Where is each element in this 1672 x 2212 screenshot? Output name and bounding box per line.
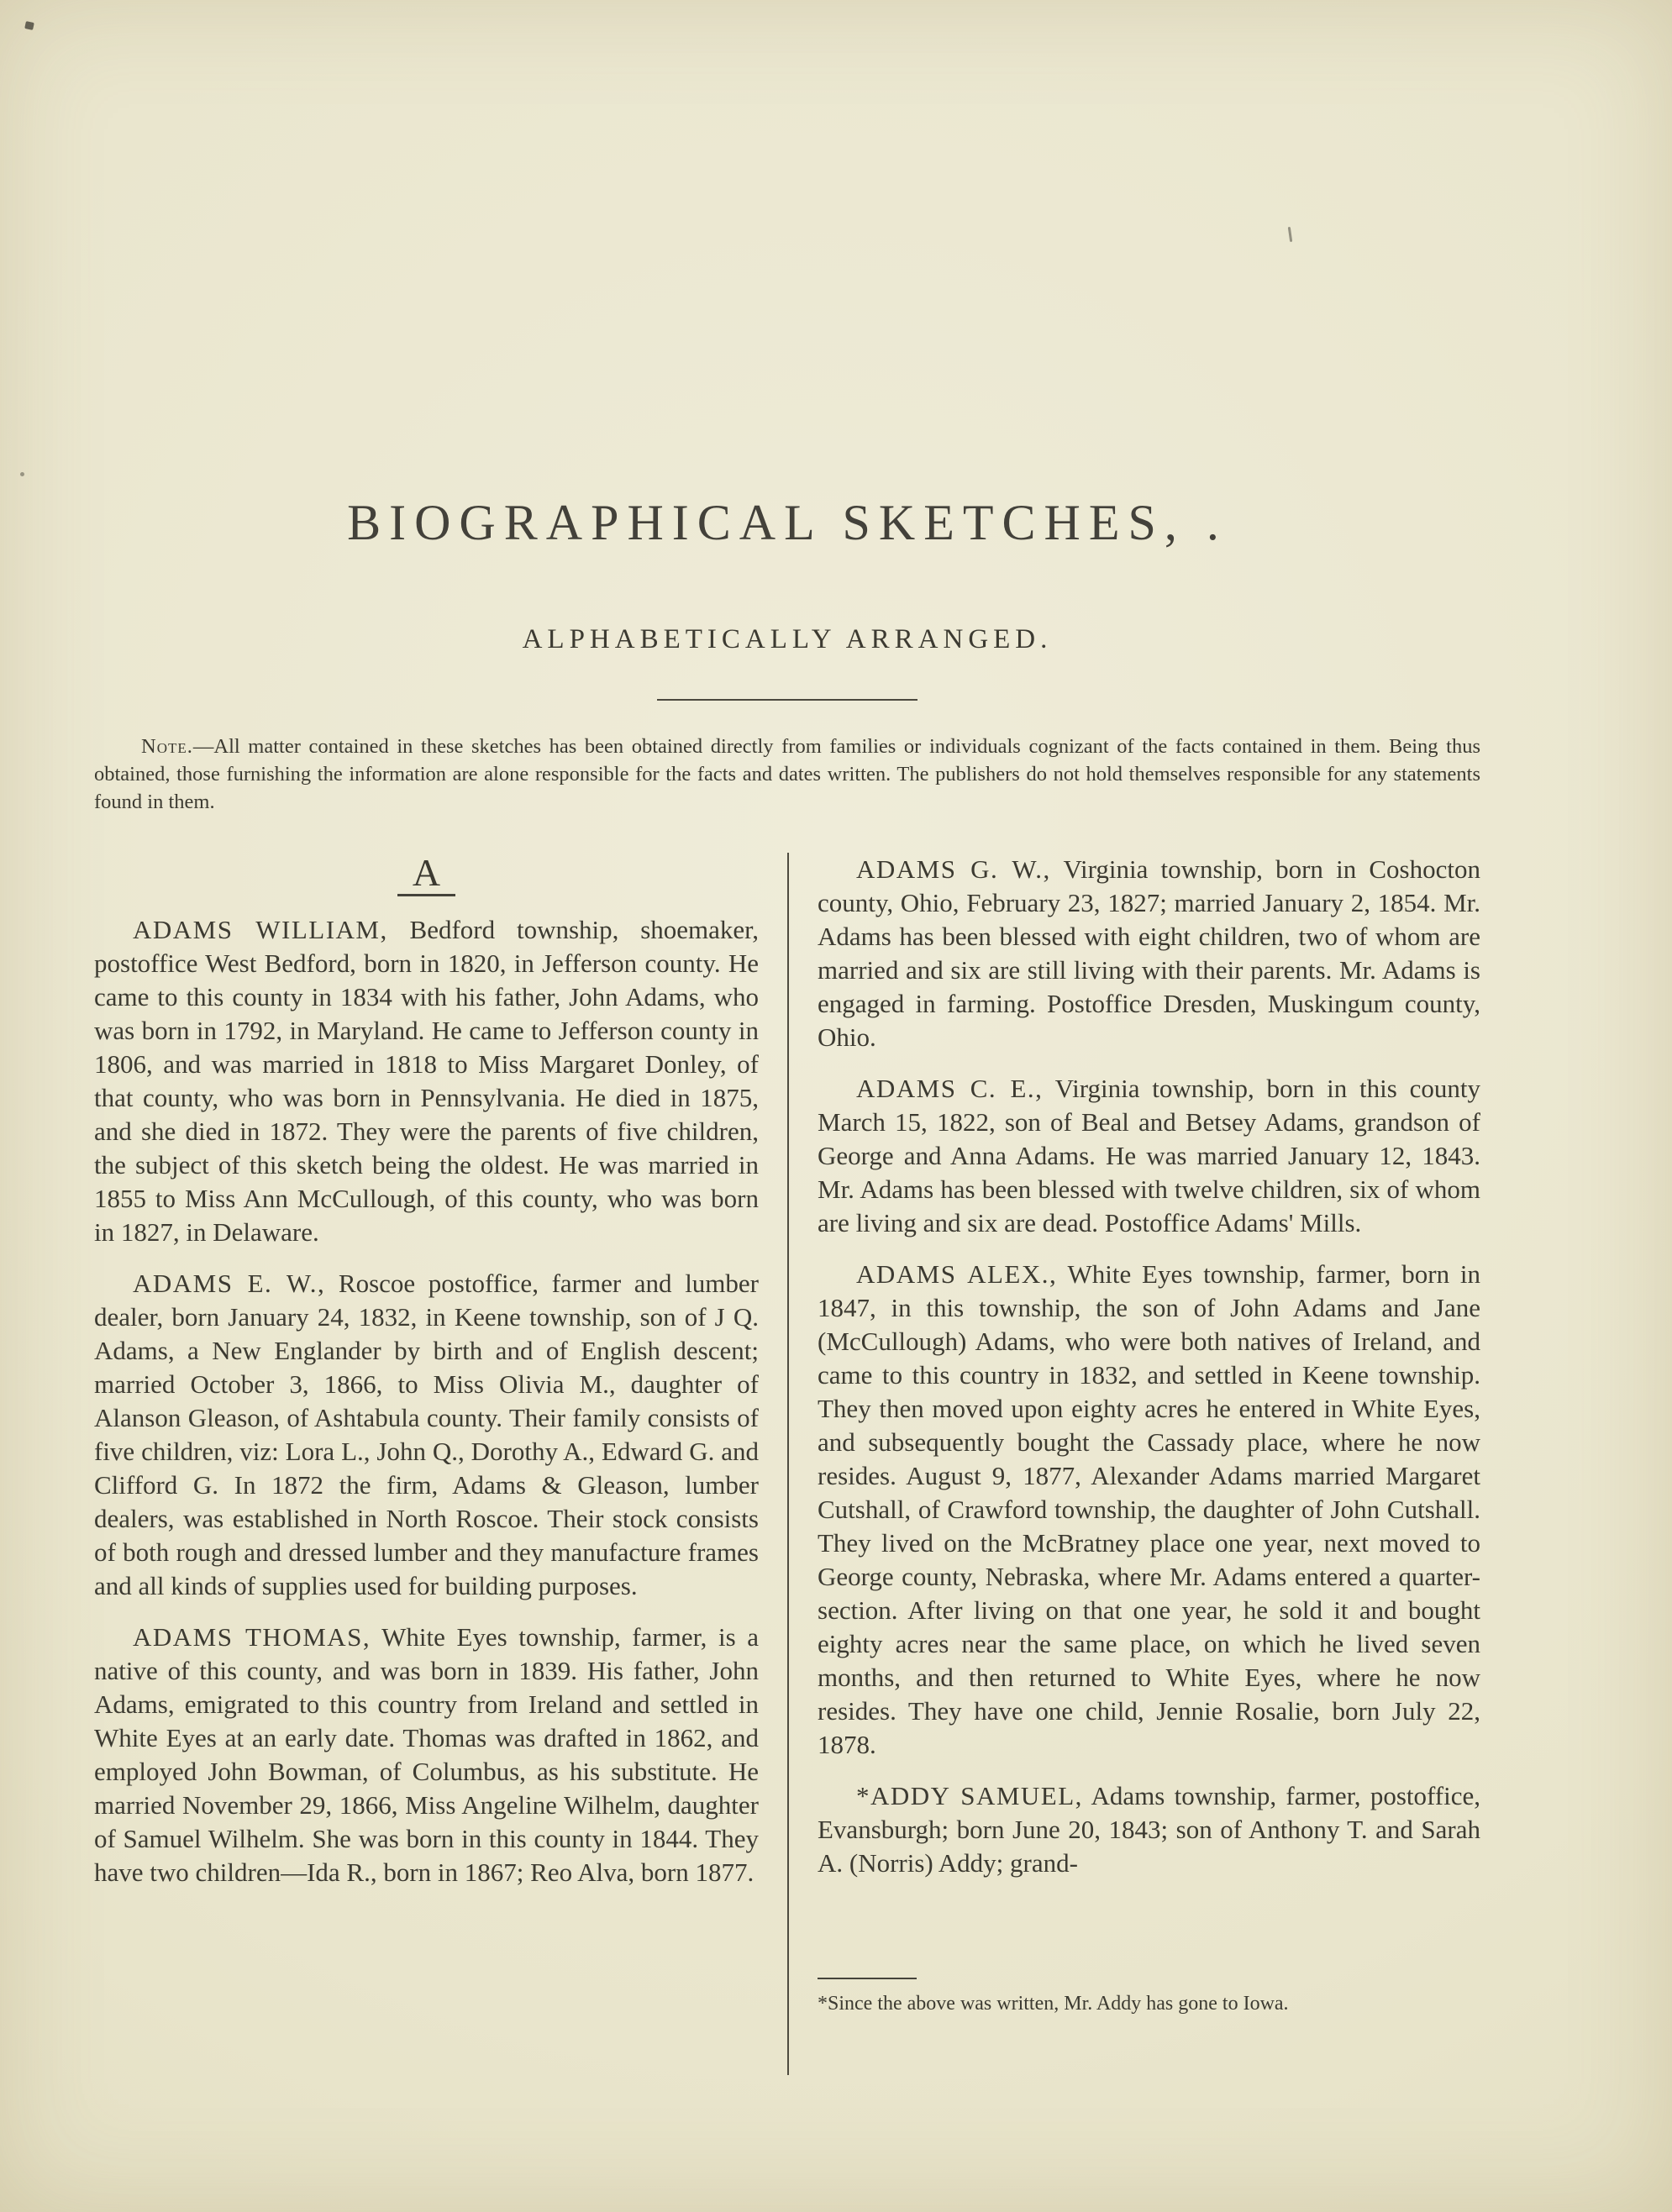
title-divider-rule <box>657 699 917 701</box>
section-letter-a: A <box>397 853 455 896</box>
page-title: BIOGRAPHICAL SKETCHES, . <box>347 495 1228 550</box>
entry-text: Bedford township, shoemaker, postoffice West Bedford, born in 1820, in Jefferson county. He came to this county in 1834 with his father, John Adams, who was born in 1792, in Maryland. He came to Jefferson county in 1806, and was married in 1818 to Miss Margaret Donley, of that county, who was born in Pennsylvania. He died in 1875, and she died in 1872. They were the parents of five children, the subject of this sketch being the oldest. He was married in 1855 to Miss Ann McCullough, of this county, who was born in 1827, in Delaware. <box>94 915 759 1248</box>
entry-name: *ADDY SAMUEL, <box>856 1781 1083 1810</box>
entry-name: ADAMS THOMAS, <box>133 1622 371 1652</box>
entry-name: ADAMS G. W., <box>856 854 1051 884</box>
bio-entry-adams-c-e <box>818 1072 1480 1240</box>
entry-name: ADAMS C. E., <box>856 1074 1044 1103</box>
publisher-note <box>94 733 1480 816</box>
print-artifact <box>20 472 24 476</box>
section-heading <box>94 853 759 896</box>
entry-name: ADAMS E. W., <box>133 1269 326 1299</box>
bio-entry-adams-e-w <box>94 1267 759 1603</box>
entry-text: Virginia township, born in Coshocton county, Ohio, February 23, 1827; married January 2, 1854. Mr. Adams has been blessed with eight children, two of whom are married and six are still living with their parents. Mr. Adams is engaged in farming. Postoffice Dresden, Muskingum county, Ohio. <box>818 854 1480 1052</box>
entry-text: Virginia township, born in this county March 15, 1822, son of Beal and Betsey Adams, grandson of George and Anna Adams. He was married January 12, 1843. Mr. Adams has been blessed with twelve children, six of whom are living and six are dead. Postoffice Adams' Mills. <box>818 1074 1480 1237</box>
column-spacer <box>818 1898 1480 1956</box>
entry-text: White Eyes township, farmer, born in 1847, in this township, the son of John Adams and Jane (McCullough) Adams, who were both natives of Ireland, and came to this country in 1832, and settled in Keene township. They then moved upon eighty acres he entered in White Eyes, and subsequently bought the Cassady place, where he now resides. August 9, 1877, Alexander Adams married Margaret Cutshall, of Crawford township, the daughter of John Cutshall. They lived on the McBratney place one year, next moved to George county, Nebraska, where Mr. Adams entered a quarter-section. After living on that one year, he sold it and bought eighty acres near the same place, on which he lived seven months, and then returned to White Eyes, where he now resides. They have one child, Jennie Rosalie, born July 22, 1878. <box>818 1259 1480 1759</box>
right-column <box>787 853 1480 2075</box>
page-subtitle: ALPHABETICALLY ARRANGED. <box>522 624 1053 654</box>
text-columns <box>94 853 1480 2075</box>
entry-name: ADAMS ALEX., <box>856 1259 1058 1289</box>
bio-entry-addy-samuel <box>818 1779 1480 1880</box>
bio-entry-adams-alex <box>818 1258 1480 1762</box>
entry-text: Adams township, farmer, postoffice, Evansburgh; born June 20, 1843; son of Anthony T. and Sarah A. (Norris) Addy; grand- <box>818 1781 1480 1878</box>
entry-name: ADAMS WILLIAM, <box>133 915 388 945</box>
note-label: Note. <box>141 735 193 758</box>
entry-text: White Eyes township, farmer, is a native of this county, and was born in 1839. His father, John Adams, emigrated to this country from Ireland and settled in White Eyes at an early date. Thomas was drafted in 1862, and employed John Bowman, of Columbus, as his substitute. He married November 29, 1866, Miss Angeline Wilhelm, daughter of Samuel Wilhelm. She was born in this county in 1844. They have two children—Ida R., born in 1867; Reo Alva, born 1877. <box>94 1622 759 1888</box>
print-artifact <box>1288 227 1292 242</box>
footnote: *Since the above was written, Mr. Addy has gone to Iowa. <box>818 1993 1289 2015</box>
bio-entry-adams-g-w <box>818 853 1480 1054</box>
bio-entry-adams-thomas <box>94 1621 759 1889</box>
bio-entry-adams-william <box>94 913 759 1249</box>
entry-text: Roscoe postoffice, farmer and lumber dealer, born January 24, 1832, in Keene township, son of J Q. Adams, a New Englander by birth and of English descent; married October 3, 1866, to Miss Olivia M., daughter of Alanson Gleason, of Ashtabula county. Their family consists of five children, viz: Lora L., John Q., Dorothy A., Edward G. and Clifford G. In 1872 the firm, Adams & Gleason, lumber dealers, was established in North Roscoe. Their stock consists of both rough and dressed lumber and they manufacture frames and all kinds of supplies used for building purposes. <box>94 1269 759 1601</box>
footnote-rule <box>818 1978 917 1979</box>
left-column <box>94 853 787 2075</box>
note-text: —All matter contained in these sketches has been obtained directly from families or individuals cognizant of the facts contained in them. Being thus obtained, those furnishing the information are alone responsible for the facts and dates written. The publishers do not hold themselves responsible for any statements found in them. <box>94 735 1480 813</box>
print-artifact <box>24 21 34 30</box>
